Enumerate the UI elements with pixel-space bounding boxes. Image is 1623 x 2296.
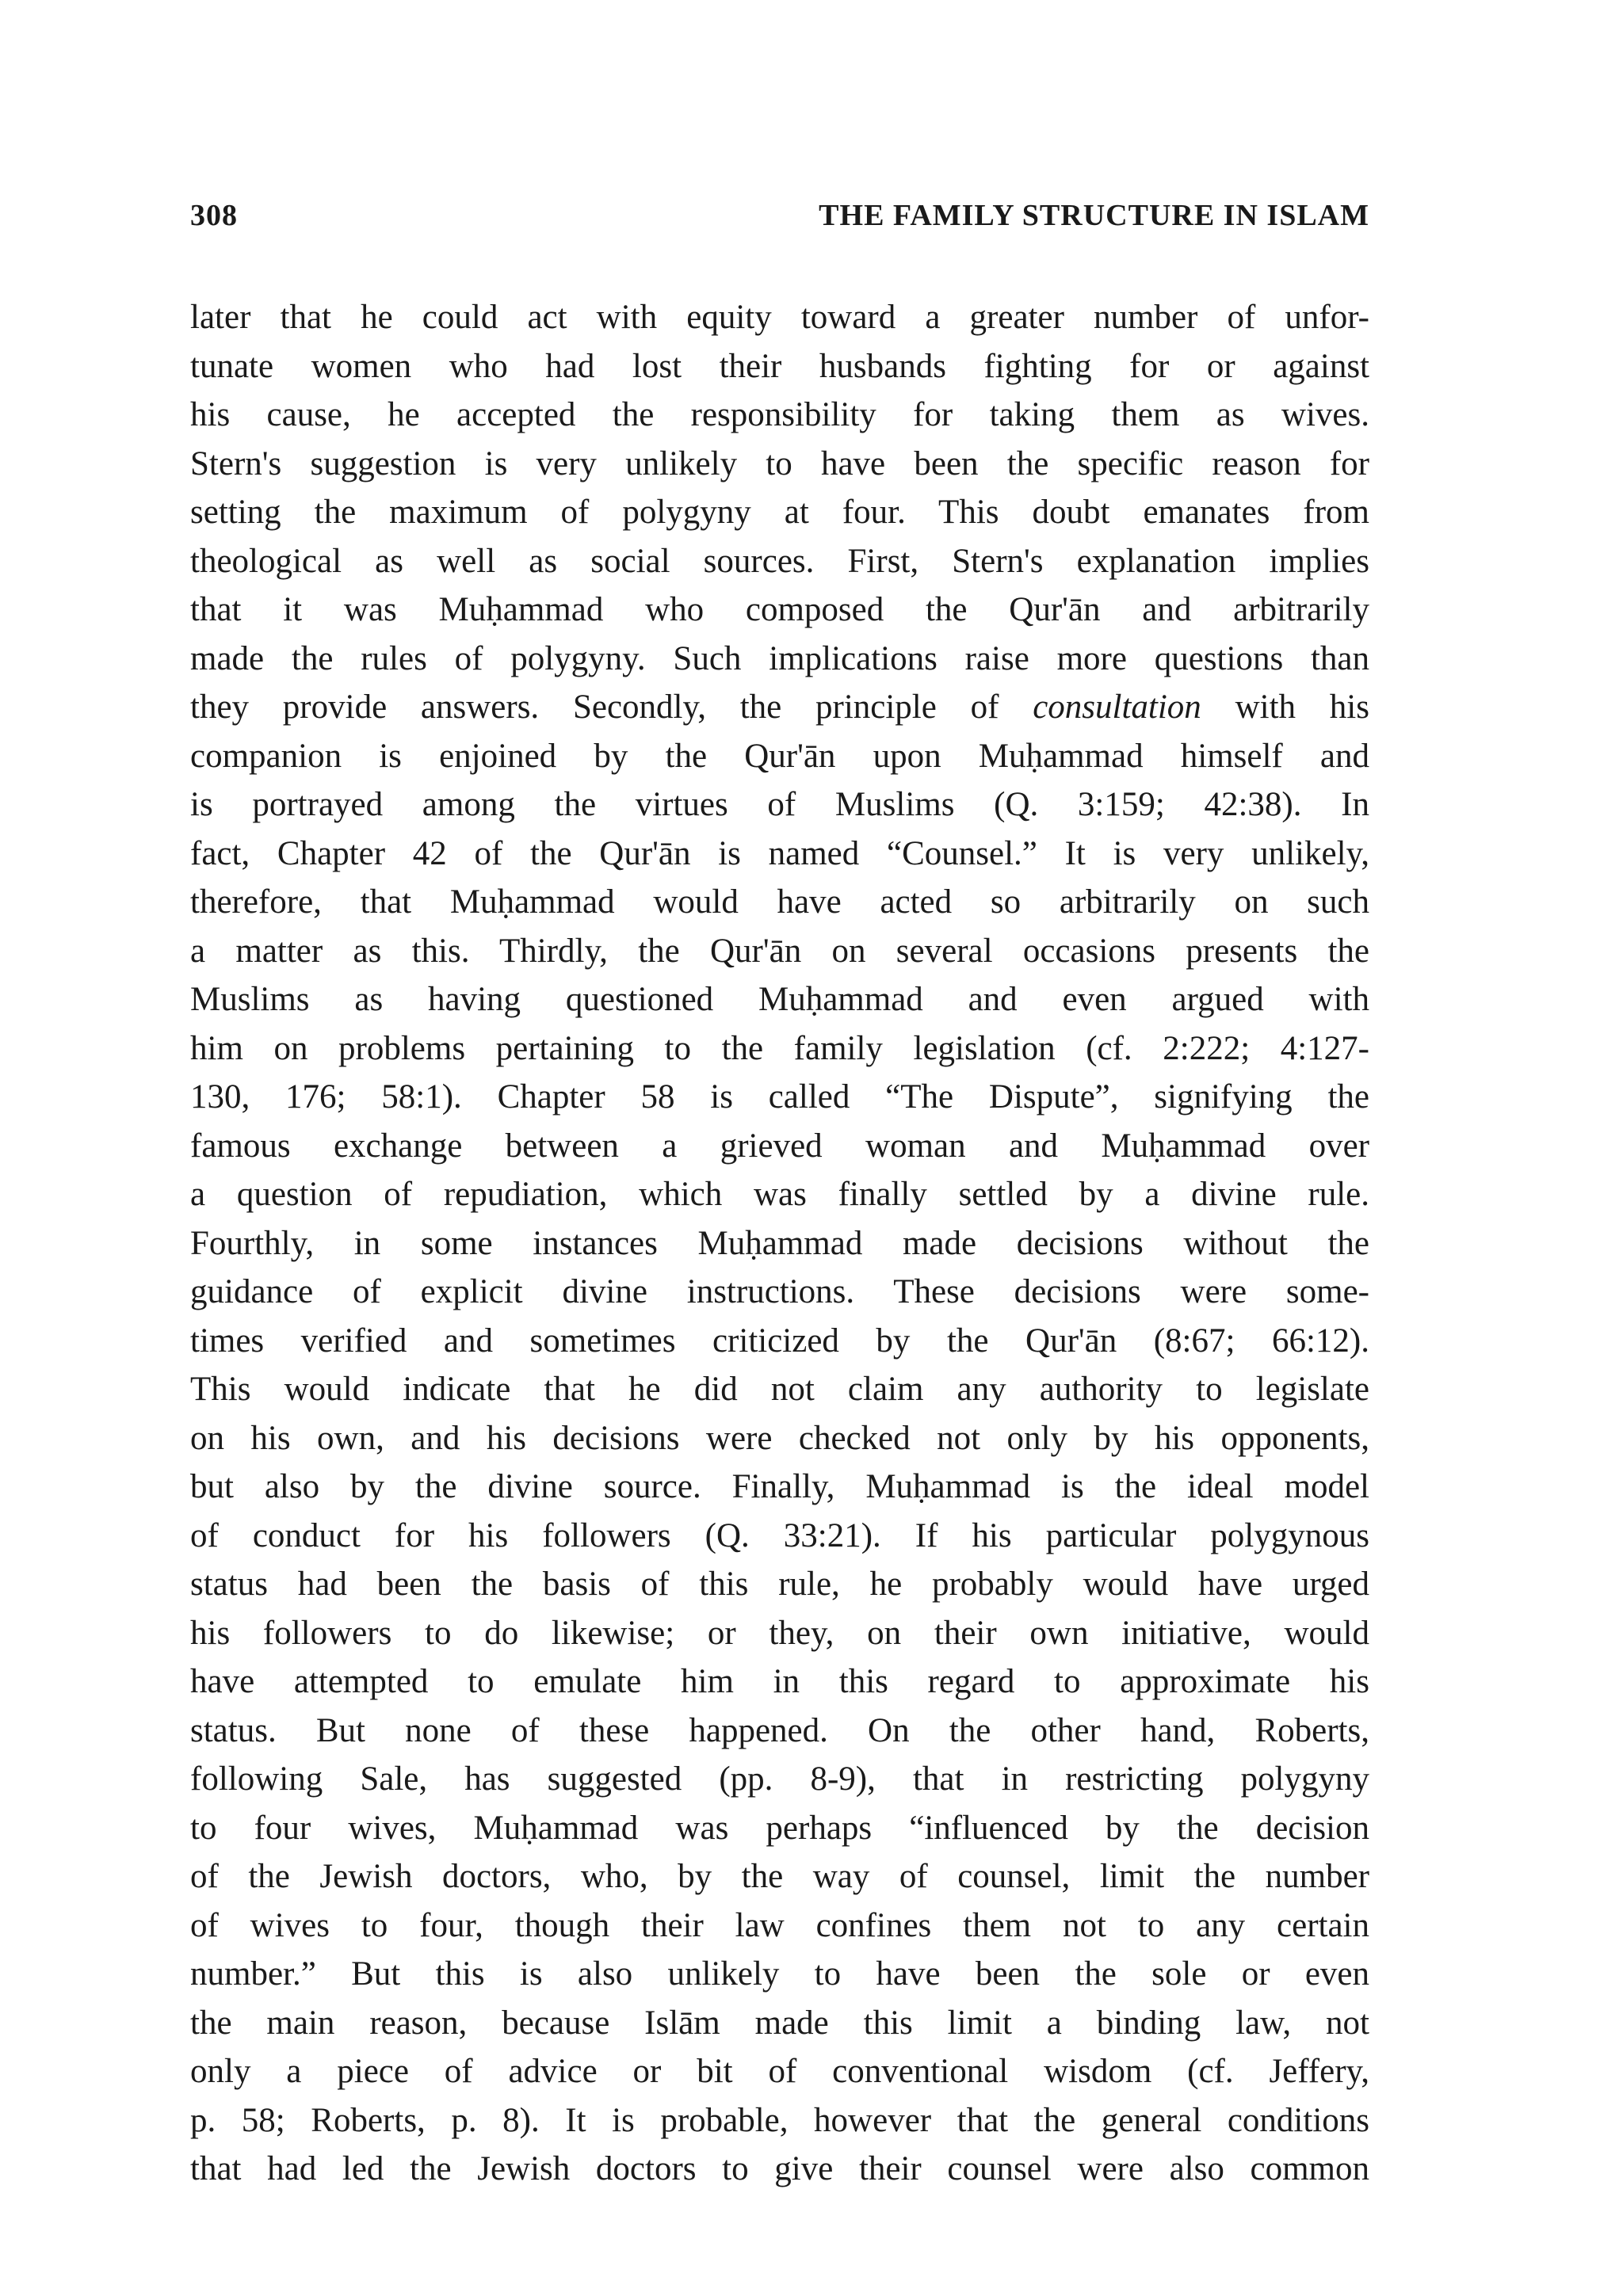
text-line: that had led the Jewish doctors to give their counsel were also common: [190, 2150, 1369, 2187]
text-line: to four wives, Muḥammad was perhaps “influenced by the decision: [190, 1809, 1369, 1847]
text-line: later that he could act with equity toward a greater number of unfor-: [190, 299, 1369, 336]
text-line: status. But none of these happened. On the other hand, Roberts,: [190, 1711, 1369, 1749]
text-line: only a piece of advice or bit of conventional wisdom (cf. Jeffery,: [190, 2053, 1369, 2090]
text-line: him on problems pertaining to the family legislation (cf. 2:222; 4:127-: [190, 1029, 1369, 1067]
text-line: is portrayed among the virtues of Muslims (Q. 3:159; 42:38). In: [190, 786, 1369, 823]
text-line: 130, 176; 58:1). Chapter 58 is called “The Dispute”, signifying the: [190, 1078, 1369, 1116]
text-line: theological as well as social sources. First, Stern's explanation implies: [190, 542, 1369, 580]
text-line: a question of repudiation, which was finally settled by a divine rule.: [190, 1176, 1369, 1213]
text-line: status had been the basis of this rule, he probably would have urged: [190, 1566, 1369, 1603]
text-line: that it was Muḥammad who composed the Qur'ān and arbitrarily: [190, 591, 1369, 628]
text-line: of conduct for his followers (Q. 33:21). If his particular polygynous: [190, 1516, 1369, 1554]
text-line: guidance of explicit divine instructions. These decisions were some-: [190, 1273, 1369, 1310]
text-line: Muslims as having questioned Muḥammad and even argued with: [190, 981, 1369, 1018]
running-header: [190, 198, 1369, 238]
text-line: of the Jewish doctors, who, by the way of counsel, limit the number: [190, 1858, 1369, 1895]
text-line: times verified and sometimes criticized by the Qur'ān (8:67; 66:12).: [190, 1322, 1369, 1360]
text-line: his followers to do likewise; or they, on their own initiative, would: [190, 1614, 1369, 1652]
text-line: number.” But this is also unlikely to have been the sole or even: [190, 1955, 1369, 1993]
text-line: a matter as this. Thirdly, the Qur'ān on several occasions presents the: [190, 932, 1369, 970]
text-line: fact, Chapter 42 of the Qur'ān is named “Counsel.” It is very unlikely,: [190, 834, 1369, 872]
text-line: companion is enjoined by the Qur'ān upon Muḥammad himself and: [190, 737, 1369, 775]
text-line: of wives to four, though their law confines them not to any certain: [190, 1906, 1369, 1944]
running-title: THE FAMILY STRUCTURE IN ISLAM: [819, 199, 1369, 232]
text-line: following Sale, has suggested (pp. 8-9), that in restricting polygyny: [190, 1760, 1369, 1798]
text-line: famous exchange between a grieved woman and Muḥammad over: [190, 1127, 1369, 1165]
text-line: made the rules of polygyny. Such implications raise more questions than: [190, 639, 1369, 677]
text-line: tunate women who had lost their husbands fighting for or against: [190, 347, 1369, 385]
text-line: but also by the divine source. Finally, Muḥammad is the ideal model: [190, 1468, 1369, 1505]
text-line: on his own, and his decisions were checked not only by his opponents,: [190, 1419, 1369, 1457]
text-line: This would indicate that he did not claim any authority to legislate: [190, 1371, 1369, 1408]
text-line: therefore, that Muḥammad would have acted so arbitrarily on such: [190, 883, 1369, 921]
text-line: Fourthly, in some instances Muḥammad made decisions without the: [190, 1224, 1369, 1262]
body-text: [190, 293, 1369, 2194]
text-line: have attempted to emulate him in this regard to approximate his: [190, 1663, 1369, 1700]
page-number: 308: [190, 199, 238, 232]
text-line: p. 58; Roberts, p. 8). It is probable, however that the general conditions: [190, 2101, 1369, 2139]
text-line: they provide answers. Secondly, the principle of consultation with his: [190, 688, 1369, 726]
emphasis-consultation: consultation: [1033, 688, 1201, 726]
text-line: his cause, he accepted the responsibility for taking them as wives.: [190, 396, 1369, 433]
text-line: the main reason, because Islām made this limit a binding law, not: [190, 2004, 1369, 2042]
text-line: setting the maximum of polygyny at four. This doubt emanates from: [190, 494, 1369, 531]
text-line: Stern's suggestion is very unlikely to have been the specific reason for: [190, 444, 1369, 482]
